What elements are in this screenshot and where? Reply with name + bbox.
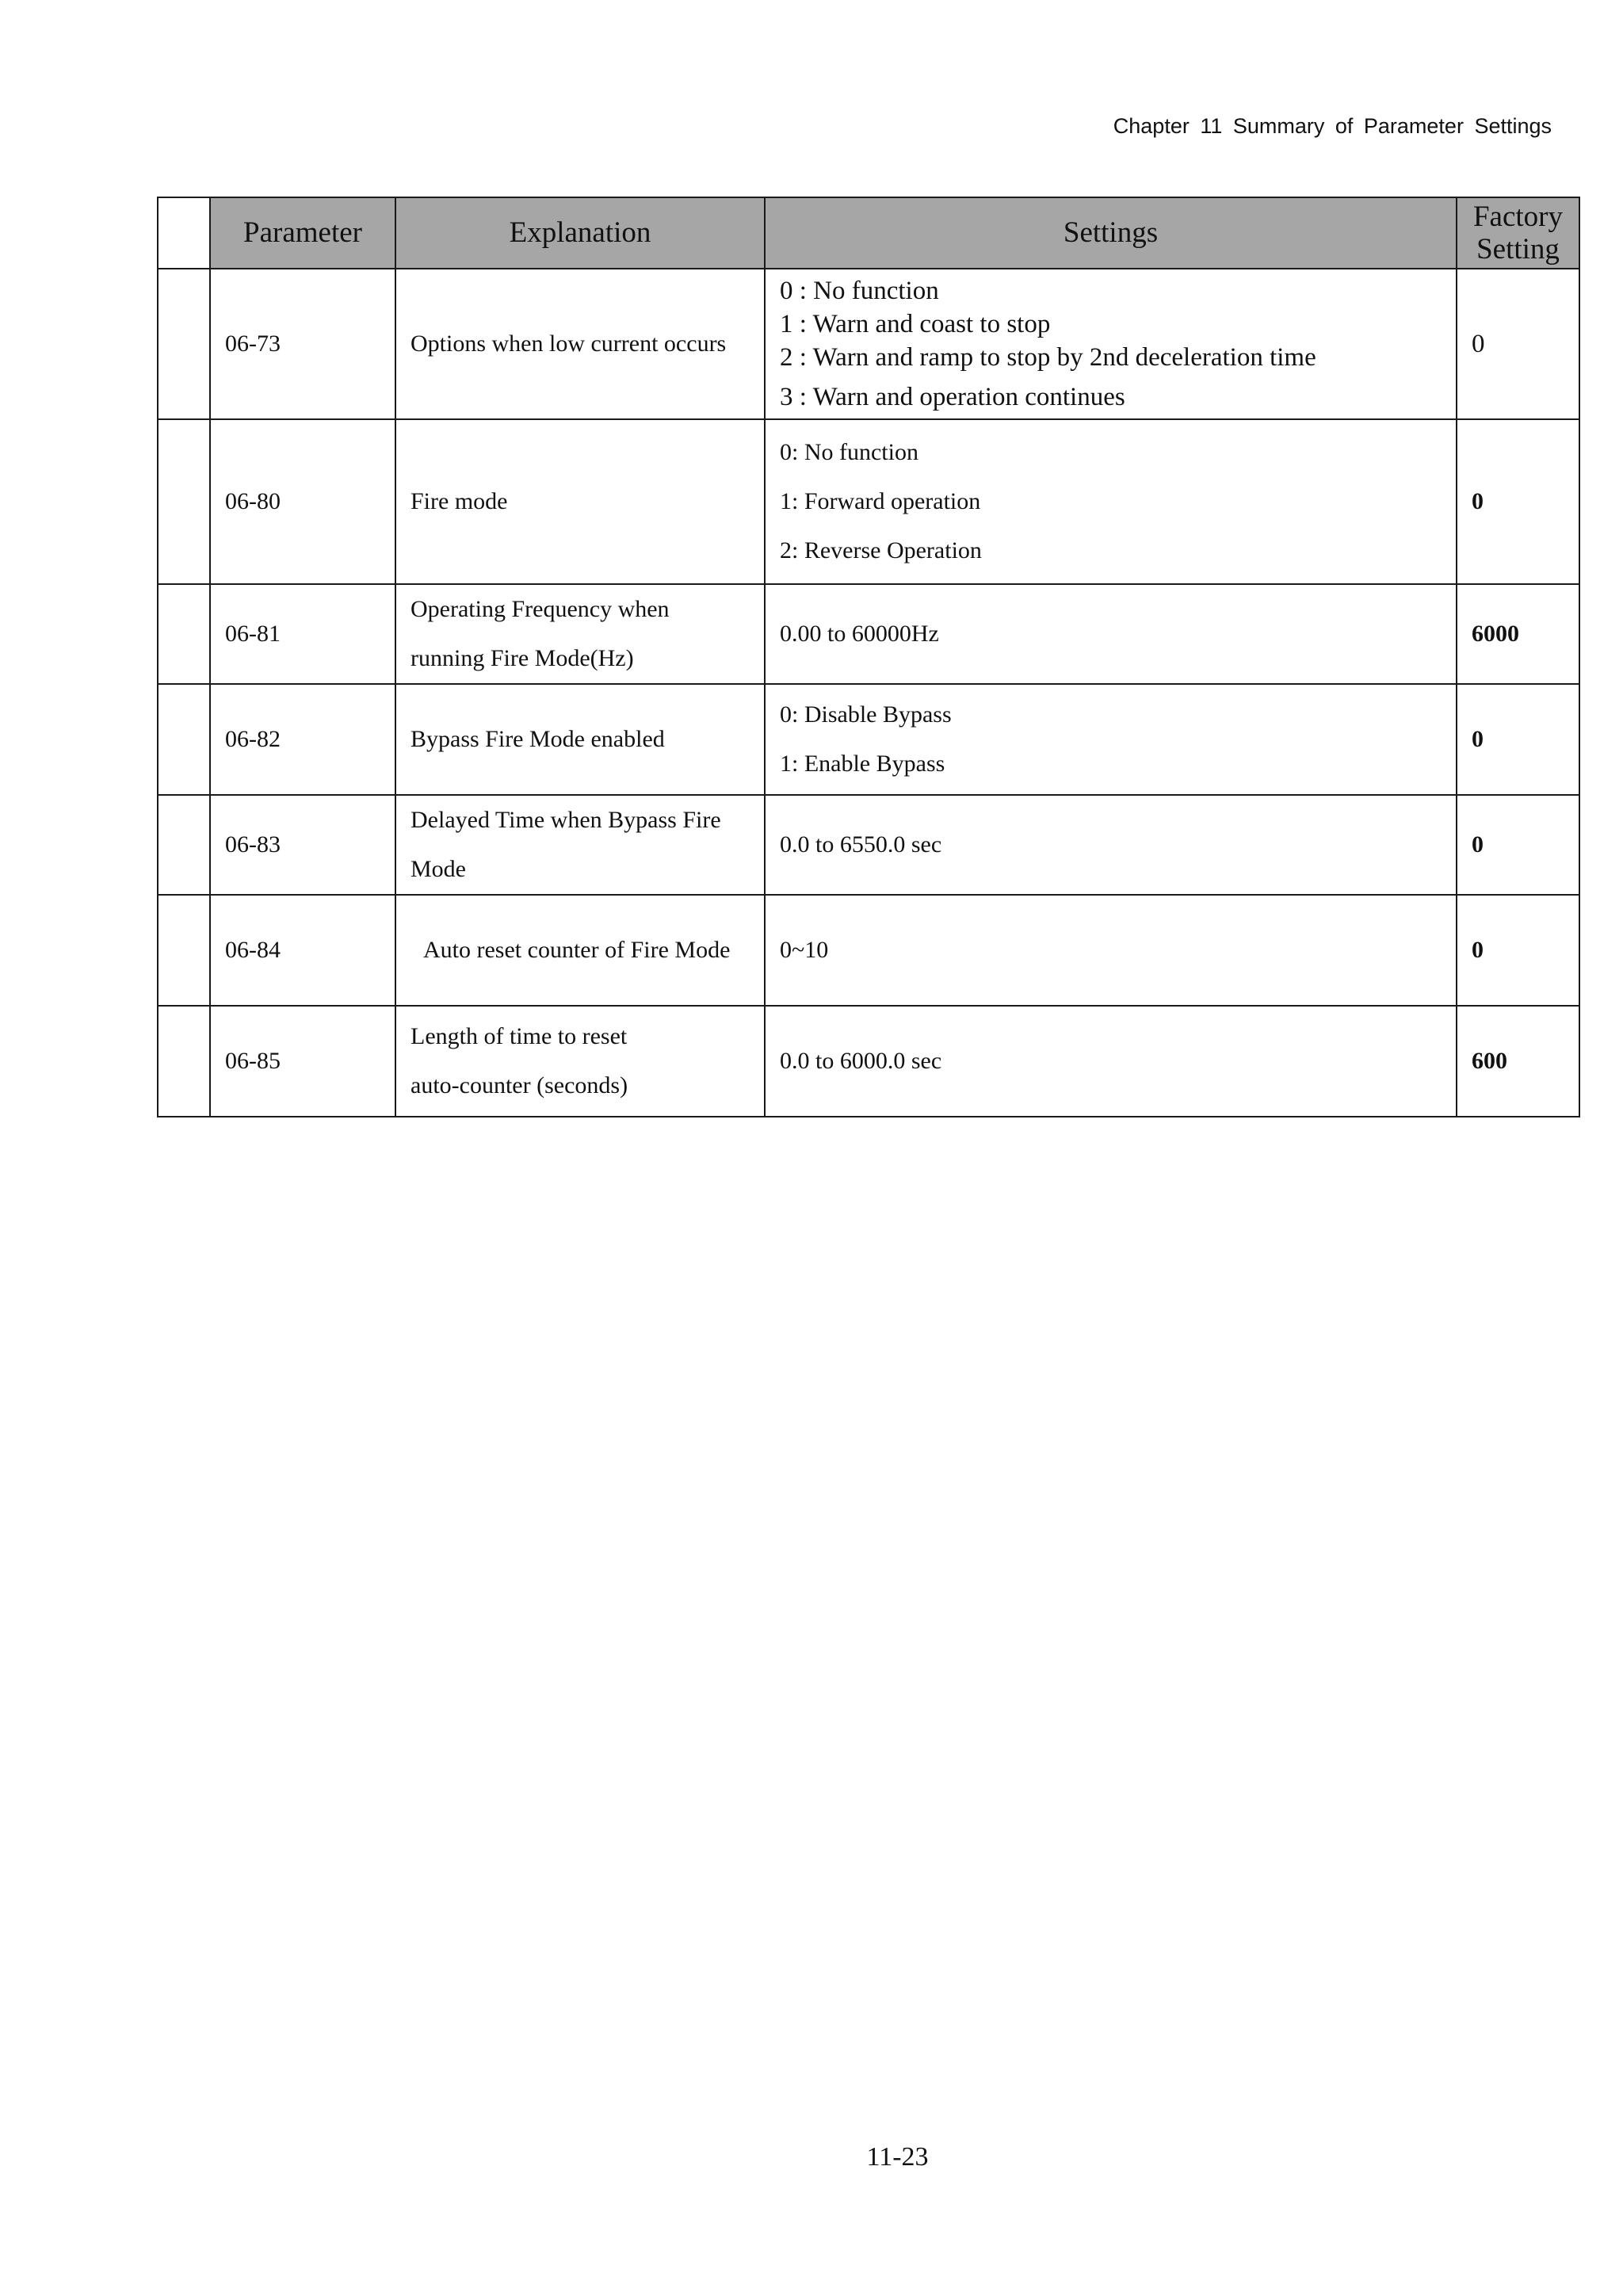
settings-cell — [765, 584, 1457, 684]
header-explanation: Explanation — [395, 197, 765, 269]
settings-cell — [765, 684, 1457, 795]
setting-option: 0~10 — [780, 937, 829, 963]
setting-option: 0 : No function — [780, 277, 939, 305]
explanation-line: Options when low current occurs — [411, 330, 727, 357]
setting-option: 1: Enable Bypass — [780, 751, 945, 777]
parameter-code: 06-82 — [210, 684, 395, 795]
table-row — [158, 684, 1579, 795]
explanation-cell — [395, 684, 765, 795]
parameter-code: 06-84 — [210, 895, 395, 1006]
table-row — [158, 584, 1579, 684]
setting-option: 2: Reverse Operation — [780, 537, 982, 563]
setting-option: 1 : Warn and coast to stop — [780, 310, 1051, 338]
explanation-line: Fire mode — [411, 488, 508, 514]
factory-setting-value: 0 — [1457, 419, 1579, 584]
parameter-table — [157, 197, 1580, 1117]
table-row — [158, 795, 1579, 895]
table-header-row — [158, 197, 1579, 269]
setting-option: 0: No function — [780, 439, 918, 465]
explanation-line: Auto reset counter of Fire Mode — [423, 937, 731, 963]
parameter-code: 06-80 — [210, 419, 395, 584]
setting-option: 0.0 to 6550.0 sec — [780, 831, 942, 858]
blank-cell — [158, 795, 210, 895]
explanation-line: Mode — [411, 856, 466, 882]
explanation-line: auto-counter (seconds) — [411, 1072, 628, 1098]
factory-setting-value: 0 — [1457, 269, 1579, 419]
parameter-code: 06-81 — [210, 584, 395, 684]
blank-cell — [158, 895, 210, 1006]
settings-cell — [765, 1006, 1457, 1117]
factory-setting-value: 0 — [1457, 895, 1579, 1006]
header-settings: Settings — [765, 197, 1457, 269]
setting-option: 3 : Warn and operation continues — [780, 383, 1125, 411]
factory-setting-value: 600 — [1457, 1006, 1579, 1117]
explanation-cell — [395, 584, 765, 684]
explanation-cell — [395, 269, 765, 419]
settings-cell — [765, 419, 1457, 584]
blank-header-cell — [158, 197, 210, 269]
explanation-line: running Fire Mode(Hz) — [411, 645, 634, 671]
factory-setting-value: 6000 — [1457, 584, 1579, 684]
table-row — [158, 269, 1579, 419]
explanation-line: Operating Frequency when — [411, 596, 670, 622]
parameter-code: 06-73 — [210, 269, 395, 419]
header-parameter: Parameter — [210, 197, 395, 269]
explanation-cell — [395, 419, 765, 584]
explanation-line: Length of time to reset — [411, 1023, 628, 1049]
explanation-cell — [395, 895, 765, 1006]
factory-setting-value: 0 — [1457, 795, 1579, 895]
setting-option: 0.00 to 60000Hz — [780, 621, 939, 647]
setting-option: 0: Disable Bypass — [780, 701, 952, 728]
blank-cell — [158, 684, 210, 795]
parameter-code: 06-83 — [210, 795, 395, 895]
explanation-line: Bypass Fire Mode enabled — [411, 726, 665, 752]
blank-cell — [158, 419, 210, 584]
table-row — [158, 1006, 1579, 1117]
table-row — [158, 895, 1579, 1006]
parameter-code: 06-85 — [210, 1006, 395, 1117]
setting-option: 2 : Warn and ramp to stop by 2nd deceleration time — [780, 343, 1316, 372]
blank-cell — [158, 269, 210, 419]
page-number: 11-23 — [866, 2142, 929, 2172]
settings-cell — [765, 269, 1457, 419]
blank-cell — [158, 1006, 210, 1117]
settings-cell — [765, 895, 1457, 1006]
header-factory-setting: Factory Setting — [1457, 197, 1579, 269]
explanation-line: Delayed Time when Bypass Fire — [411, 807, 721, 833]
setting-option: 1: Forward operation — [780, 488, 981, 514]
table-row — [158, 419, 1579, 584]
settings-cell — [765, 795, 1457, 895]
explanation-cell — [395, 795, 765, 895]
setting-option: 0.0 to 6000.0 sec — [780, 1048, 942, 1074]
running-header: Chapter 11 Summary of Parameter Settings — [1113, 114, 1552, 138]
explanation-cell — [395, 1006, 765, 1117]
factory-setting-value: 0 — [1457, 684, 1579, 795]
blank-cell — [158, 584, 210, 684]
